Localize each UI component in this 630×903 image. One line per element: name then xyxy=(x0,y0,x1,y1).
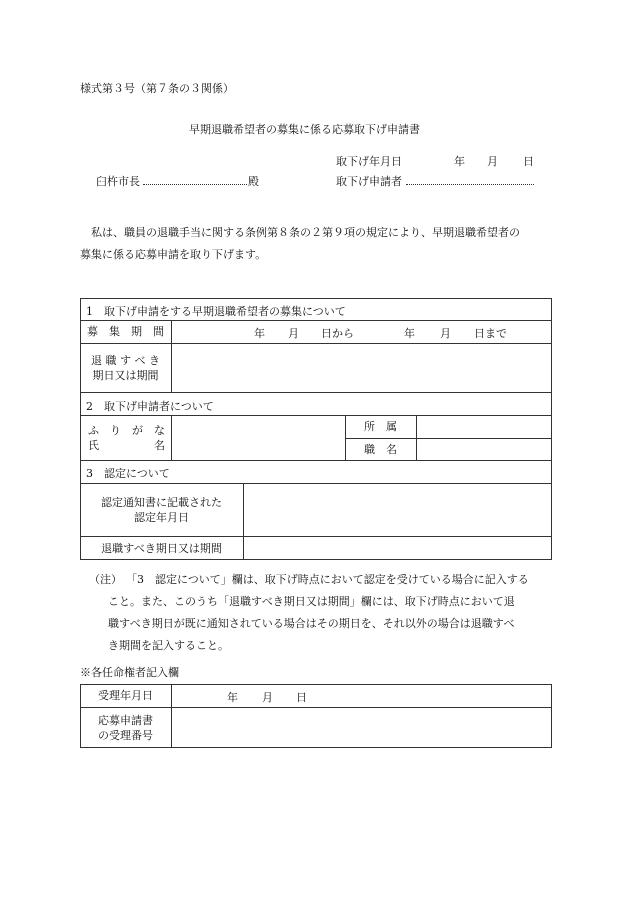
receipt-date-label: 受理年月日 xyxy=(98,689,153,702)
withdraw-date-label: 取下げ年月日 xyxy=(336,155,402,168)
period-month-to: 月 xyxy=(440,327,451,340)
body-text-line: 私は、職員の退職手当に関する条例第８条の２第９項の規定により、早期退職希望者の xyxy=(80,226,520,239)
name-field[interactable] xyxy=(172,415,345,460)
name-label-text: 氏 名 xyxy=(88,438,165,452)
period-day-from: 日から xyxy=(321,327,354,340)
retire-period-label: 退職すべき期日又は期間 xyxy=(101,541,222,555)
retire-date-field[interactable] xyxy=(172,343,552,392)
addressee: 臼杵市長 xyxy=(96,175,140,188)
applicant-label: 取下げ申請者 xyxy=(336,175,402,188)
appointer-section-title: ※各任命権者記入欄 xyxy=(80,666,179,679)
note-line: 職すべき期日が既に通知されている場合はその期日を、それ以外の場合は退職すべ xyxy=(108,617,515,630)
cert-date-label-line: 認定年月日 xyxy=(134,510,189,524)
receipt-day-label: 日 xyxy=(296,691,307,704)
withdraw-day-label: 日 xyxy=(523,155,534,168)
period-month-from: 月 xyxy=(288,327,299,340)
applicant-dotted-line xyxy=(406,184,534,185)
section3-title: 3 認定について xyxy=(86,467,170,480)
note-line: 「3 認定について」欄は、取下げ時点において認定を受けている場合に記入する xyxy=(126,573,529,586)
period-year-to: 年 xyxy=(404,327,415,340)
recruitment-period-label: 募 集 期 間 xyxy=(87,325,164,338)
position-label: 職 名 xyxy=(364,442,397,456)
name-label xyxy=(80,415,171,460)
section2-title: 2 取下げ申請者について xyxy=(86,400,214,413)
period-day-to: 日まで xyxy=(474,327,507,340)
withdraw-month-label: 月 xyxy=(487,155,498,168)
retire-date-label-line: 退 職 す べ き xyxy=(91,353,160,367)
retire-date-label-line: 期日又は期間 xyxy=(92,368,159,382)
cert-date-label xyxy=(80,483,243,536)
furigana-label: ふ り が な xyxy=(88,423,165,437)
honorific: 殿 xyxy=(248,175,259,188)
page-title: 早期退職希望者の募集に係る応募取下げ申請書 xyxy=(189,123,420,136)
receipt-no-label xyxy=(80,707,171,748)
receipt-no-label-line: 応募申請書 xyxy=(98,713,153,727)
receipt-month-label: 月 xyxy=(262,691,273,704)
body-text xyxy=(80,222,520,266)
receipt-year-label: 年 xyxy=(227,691,238,704)
cert-date-label-line: 認定通知書に記載された xyxy=(101,495,222,509)
note-prefix: （注） xyxy=(89,573,122,586)
note-line: こと。また、このうち「退職すべき期日又は期間」欄には、取下げ時点において退 xyxy=(108,595,515,608)
section1-title: 1 取下げ申請をする早期退職希望者の募集について xyxy=(86,305,346,318)
retire-date-label xyxy=(80,343,171,392)
addressee-dotted-line xyxy=(143,184,247,185)
cert-date-field[interactable] xyxy=(244,483,552,536)
receipt-no-label-line: の受理番号 xyxy=(98,728,153,742)
withdraw-year-label: 年 xyxy=(454,155,465,168)
period-year-from: 年 xyxy=(254,327,265,340)
body-text-line: 募集に係る応募申請を取り下げます。 xyxy=(80,248,267,261)
note-line: き期間を記入すること。 xyxy=(108,639,229,652)
position-field[interactable] xyxy=(417,438,552,460)
affiliation-field[interactable] xyxy=(417,415,552,438)
affiliation-label: 所 属 xyxy=(364,420,397,433)
form-number: 様式第３号（第７条の３関係） xyxy=(80,82,234,95)
receipt-no-field[interactable] xyxy=(172,707,552,748)
retire-period-field[interactable] xyxy=(244,536,552,560)
